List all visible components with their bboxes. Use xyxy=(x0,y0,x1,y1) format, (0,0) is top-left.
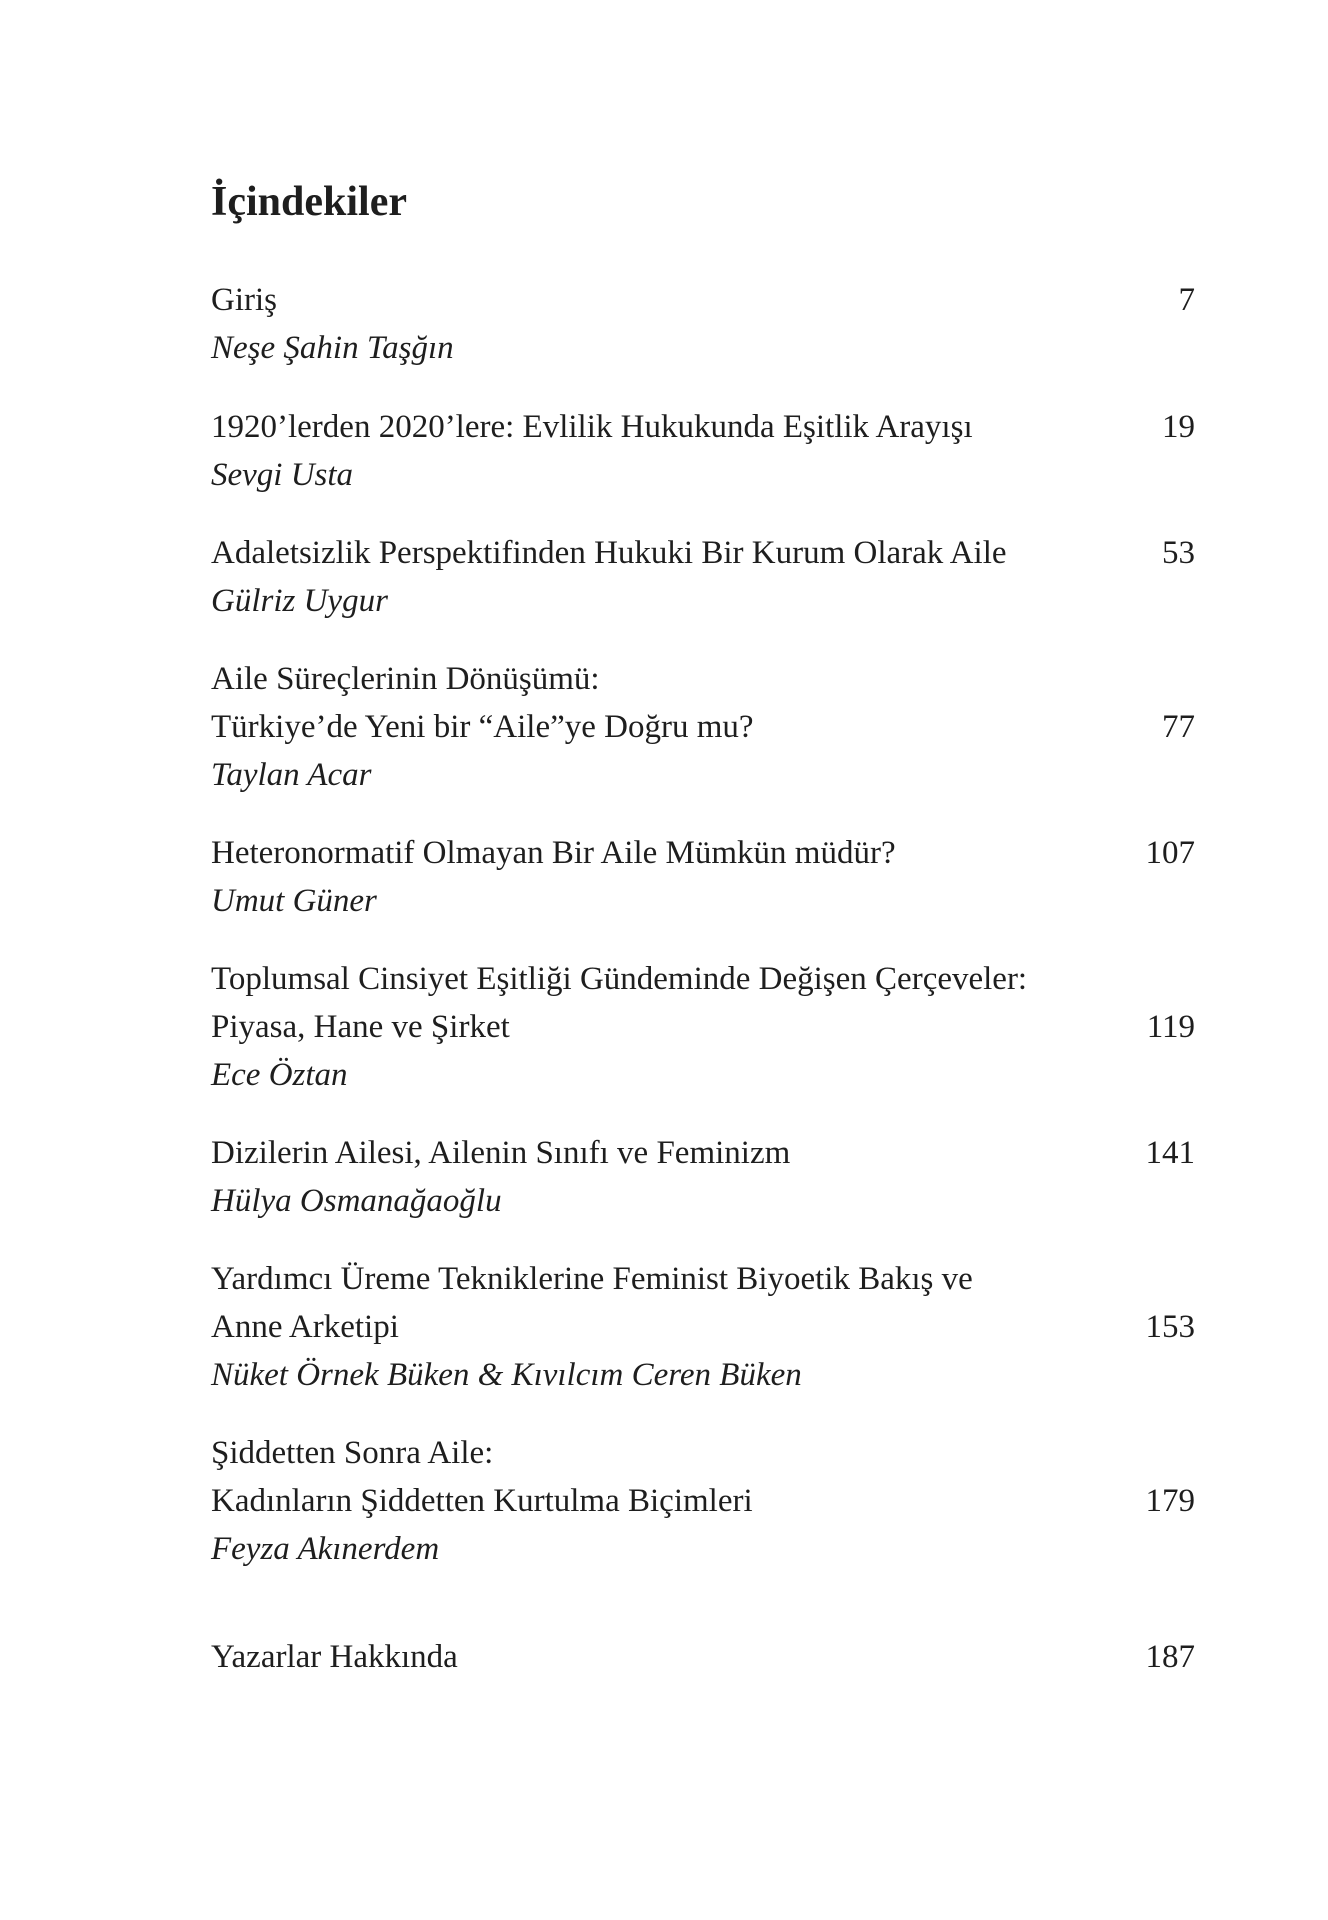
toc-entry xyxy=(211,955,1195,1099)
entry-author: Gülriz Uygur xyxy=(211,583,388,619)
entry-author: Nüket Örnek Büken & Kıvılcım Ceren Büken xyxy=(211,1357,802,1393)
entry-title-line: Giriş xyxy=(211,282,277,318)
entry-title-line: Toplumsal Cinsiyet Eşitliği Gündeminde Değişen Çerçeveler: xyxy=(211,961,1028,997)
entry-title-line: 1920’lerden 2020’lere: Evlilik Hukukunda Eşitlik Arayışı xyxy=(211,409,973,445)
toc-entry xyxy=(211,1129,1195,1225)
entry-page-number: 153 xyxy=(1145,1309,1195,1345)
entry-author: Neşe Şahin Taşğın xyxy=(211,330,454,366)
entry-title-line: Yardımcı Üreme Tekniklerine Feminist Biyoetik Bakış ve xyxy=(211,1261,973,1297)
toc-entry xyxy=(211,1255,1195,1399)
toc-entry xyxy=(211,655,1195,799)
entry-author: Umut Güner xyxy=(211,883,377,919)
entry-author: Taylan Acar xyxy=(211,757,372,793)
entry-title-line: Şiddetten Sonra Aile: xyxy=(211,1435,494,1471)
entry-page-number: 19 xyxy=(1162,409,1195,445)
entry-page-number: 107 xyxy=(1145,835,1195,871)
entry-title-line: Aile Süreçlerinin Dönüşümü: xyxy=(211,661,600,697)
entry-title-line: Türkiye’de Yeni bir “Aile”ye Doğru mu? xyxy=(211,709,754,745)
entry-title-line: Heteronormatif Olmayan Bir Aile Mümkün müdür? xyxy=(211,835,896,871)
entry-title-line: Kadınların Şiddetten Kurtulma Biçimleri xyxy=(211,1483,753,1519)
entry-author: Ece Öztan xyxy=(211,1057,348,1093)
entry-page-number: 7 xyxy=(1178,282,1195,318)
entry-title-line: Adaletsizlik Perspektifinden Hukuki Bir Kurum Olarak Aile xyxy=(211,535,1007,571)
entry-title-line: Piyasa, Hane ve Şirket xyxy=(211,1009,510,1045)
toc-entry xyxy=(211,1429,1195,1573)
entry-author: Feyza Akınerdem xyxy=(211,1531,440,1567)
entry-page-number: 77 xyxy=(1162,709,1195,745)
entry-title-line: Yazarlar Hakkında xyxy=(211,1639,458,1675)
entry-page-number: 187 xyxy=(1145,1639,1195,1675)
entry-page-number: 179 xyxy=(1145,1483,1195,1519)
entry-page-number: 119 xyxy=(1146,1009,1195,1045)
toc-entry xyxy=(211,829,1195,925)
toc-entry xyxy=(211,529,1195,625)
toc-entry xyxy=(211,1633,1195,1681)
toc-entry xyxy=(211,403,1195,499)
toc-entry xyxy=(211,276,1195,372)
entry-author: Sevgi Usta xyxy=(211,457,354,493)
entry-title-line: Dizilerin Ailesi, Ailenin Sınıfı ve Feminizm xyxy=(211,1135,791,1171)
entry-page-number: 53 xyxy=(1162,535,1195,571)
entry-page-number: 141 xyxy=(1145,1135,1195,1171)
entry-author: Hülya Osmanağaoğlu xyxy=(211,1183,502,1219)
page-title: İçindekiler xyxy=(211,179,407,225)
entry-title-line: Anne Arketipi xyxy=(211,1309,399,1345)
